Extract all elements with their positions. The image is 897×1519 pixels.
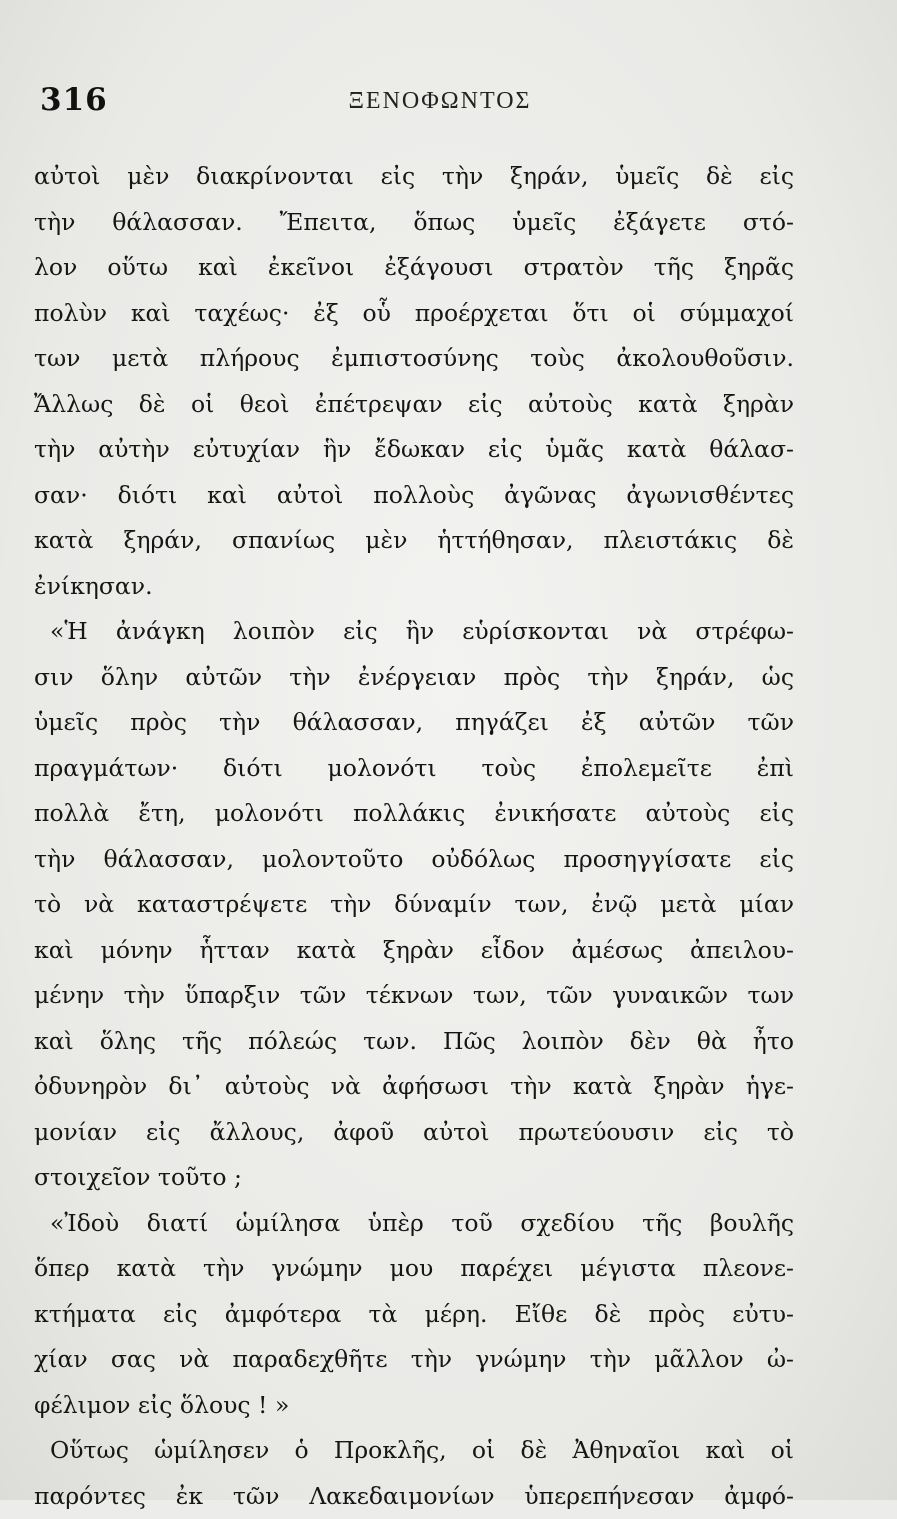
text-line: κτήματα εἰς ἀμφότερα τὰ μέρη. Εἴθε δὲ πρὸς εὐτυ-: [34, 1292, 794, 1338]
text-line: ὅπερ κατὰ τὴν γνώμην μου παρέχει μέγιστα πλεονε-: [34, 1246, 794, 1292]
running-title: ΞΕΝΟΦΩΝΤΟΣ: [40, 88, 800, 115]
text-line: «Ἰδοὺ διατί ὡμίλησα ὑπὲρ τοῦ σχεδίου τῆς βουλῆς: [34, 1201, 794, 1247]
text-line: «Ἡ ἀνάγκη λοιπὸν εἰς ἣν εὑρίσκονται νὰ στρέφω-: [34, 609, 794, 655]
text-line: πολλὰ ἔτη, μολονότι πολλάκις ἐνικήσατε αὐτοὺς εἰς: [34, 791, 794, 837]
text-line: τὴν θάλασσαν. Ἔπειτα, ὅπως ὑμεῖς ἐξάγετε στό-: [34, 200, 794, 246]
text-line: μένην τὴν ὕπαρξιν τῶν τέκνων των, τῶν γυναικῶν των: [34, 973, 794, 1019]
text-line: χίαν σας νὰ παραδεχθῆτε τὴν γνώμην τὴν μᾶλλον ὠ-: [34, 1337, 794, 1383]
text-line: σιν ὅλην αὐτῶν τὴν ἐνέργειαν πρὸς τὴν ξηράν, ὡς: [34, 655, 794, 701]
text-line: τὴν αὐτὴν εὐτυχίαν ἣν ἔδωκαν εἰς ὑμᾶς κατὰ θάλασ-: [34, 427, 794, 473]
text-line: κατὰ ξηράν, σπανίως μὲν ἡττήθησαν, πλειστάκις δὲ: [34, 518, 794, 564]
text-line: αὐτοὶ μὲν διακρίνονται εἰς τὴν ξηράν, ὑμεῖς δὲ εἰς: [34, 154, 794, 200]
text-line: καὶ ὅλης τῆς πόλεώς των. Πῶς λοιπὸν δὲν θὰ ἦτο: [34, 1019, 794, 1065]
text-line: Οὕτως ὡμίλησεν ὁ Προκλῆς, οἱ δὲ Ἀθηναῖοι καὶ οἱ: [34, 1428, 794, 1474]
page-number: 316: [40, 82, 108, 118]
text-line: σαν· διότι καὶ αὐτοὶ πολλοὺς ἀγῶνας ἀγωνισθέντες: [34, 473, 794, 519]
text-line: τὸ νὰ καταστρέψετε τὴν δύναμίν των, ἐνῷ μετὰ μίαν: [34, 882, 794, 928]
text-line: των μετὰ πλήρους ἐμπιστοσύνης τοὺς ἀκολουθοῦσιν.: [34, 336, 794, 382]
text-line: καὶ μόνην ἧτταν κατὰ ξηρὰν εἶδον ἀμέσως ἀπειλου-: [34, 928, 794, 974]
text-line: τὴν θάλασσαν, μολοντοῦτο οὐδόλως προσηγγίσατε εἰς: [34, 837, 794, 883]
text-line: φέλιμον εἰς ὅλους ! »: [34, 1383, 794, 1429]
text-line: μονίαν εἰς ἄλλους, ἀφοῦ αὐτοὶ πρωτεύουσιν εἰς τὸ: [34, 1110, 794, 1156]
text-line: Ἄλλως δὲ οἱ θεοὶ ἐπέτρεψαν εἰς αὐτοὺς κατὰ ξηρὰν: [34, 382, 794, 428]
page-header: [40, 82, 800, 126]
text-line: παρόντες ἐκ τῶν Λακεδαιμονίων ὑπερεπήνεσαν ἀμφό-: [34, 1474, 794, 1519]
text-line: λον οὕτω καὶ ἐκεῖνοι ἐξάγουσι στρατὸν τῆς ξηρᾶς: [34, 245, 794, 291]
text-line: πολὺν καὶ ταχέως· ἐξ οὗ προέρχεται ὅτι οἱ σύμμαχοί: [34, 291, 794, 337]
text-line: ὀδυνηρὸν δι᾽ αὐτοὺς νὰ ἀφήσωσι τὴν κατὰ ξηρὰν ἡγε-: [34, 1064, 794, 1110]
text-line: πραγμάτων· διότι μολονότι τοὺς ἐπολεμεῖτε ἐπὶ: [34, 746, 794, 792]
body-text: [34, 154, 794, 1519]
text-line: ἐνίκησαν.: [34, 564, 794, 610]
text-line: στοιχεῖον τοῦτο ;: [34, 1155, 794, 1201]
text-line: ὑμεῖς πρὸς τὴν θάλασσαν, πηγάζει ἐξ αὐτῶν τῶν: [34, 700, 794, 746]
